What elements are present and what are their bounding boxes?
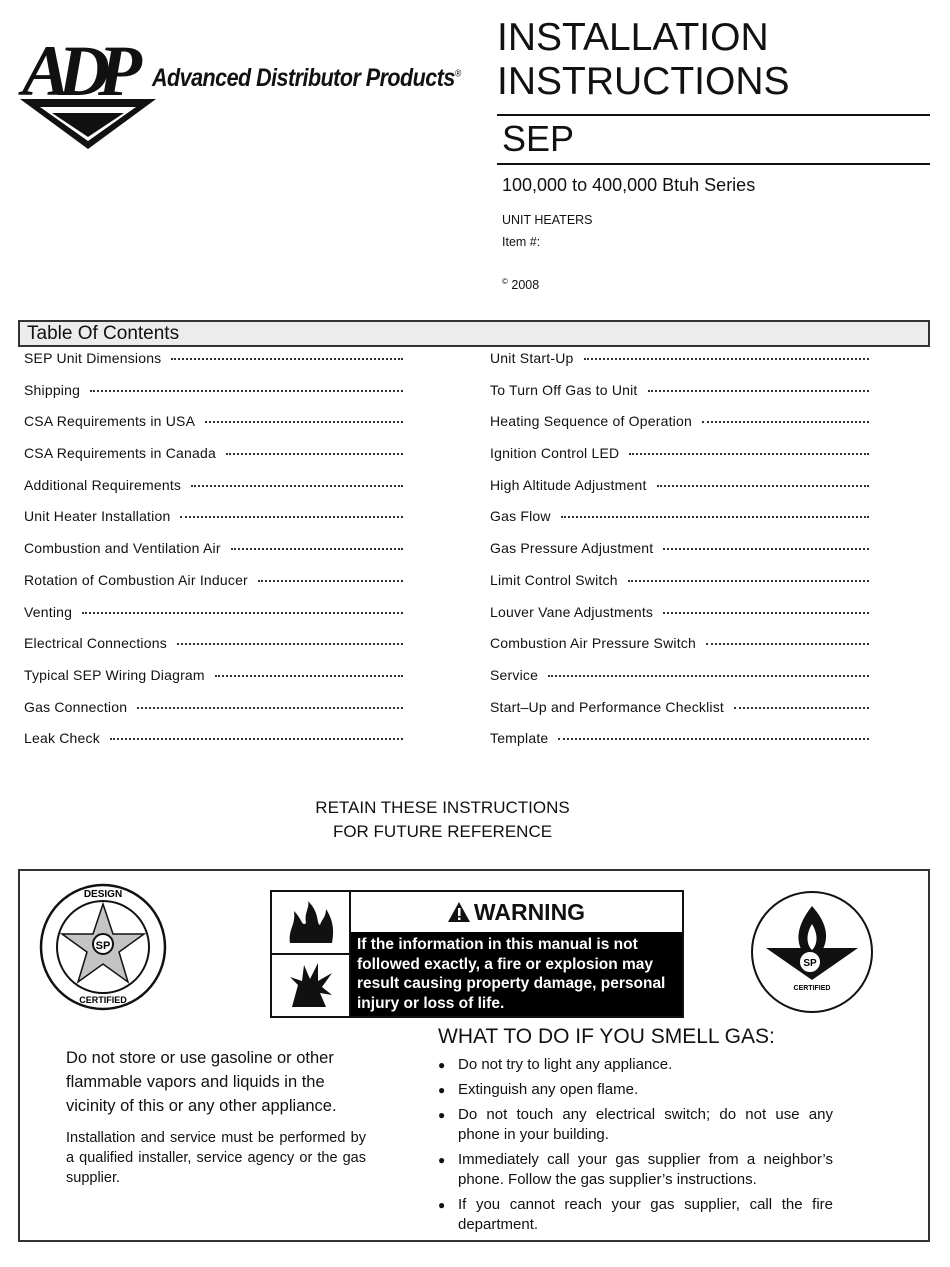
toc-item: Combustion Air Pressure Switch	[490, 635, 875, 667]
list-item: ● Immediately call your gas supplier from a neighbor’s phone. Follow the gas supplier’s instructions.	[438, 1150, 833, 1190]
svg-text:ADP: ADP	[22, 31, 130, 111]
retain-notice: RETAIN THESE INSTRUCTIONS FOR FUTURE REFERENCE	[315, 798, 570, 841]
toc-item: Gas Pressure Adjustment	[490, 540, 875, 572]
svg-text:SP: SP	[95, 940, 111, 952]
smell-gas-title: WHAT TO DO IF YOU SMELL GAS:	[438, 1025, 775, 1048]
toc-item: Leak Check	[24, 730, 409, 762]
smell-gas-list	[438, 1055, 833, 1240]
toc-item: Service	[490, 667, 875, 699]
company-name: Advanced Distributor Products®	[152, 64, 461, 92]
toc-item: Gas Connection	[24, 699, 409, 731]
storage-warning	[66, 1046, 366, 1188]
series-range: 100,000 to 400,000 Btuh Series	[502, 175, 756, 195]
registered-mark: ®	[454, 68, 461, 80]
toc-item: CSA Requirements in Canada	[24, 445, 409, 477]
warning-title: WARNING	[351, 892, 682, 932]
toc-item: CSA Requirements in USA	[24, 413, 409, 445]
explosion-icon	[272, 955, 349, 1016]
list-item: ● If you cannot reach your gas supplier, call the fire department.	[438, 1195, 833, 1235]
toc-item: Limit Control Switch	[490, 572, 875, 604]
toc-item: Rotation of Combustion Air Inducer	[24, 572, 409, 604]
installer-notice: Installation and service must be performed by a qualified installer, service agency or the gas supplier.	[66, 1130, 366, 1186]
design-certified-seal-icon	[38, 882, 168, 1012]
alert-triangle-icon	[448, 902, 470, 922]
series-divider	[497, 163, 930, 165]
toc-item: Electrical Connections	[24, 635, 409, 667]
list-item: ● Do not touch any electrical switch; do not use any phone in your building.	[438, 1105, 833, 1145]
document-title: INSTALLATION INSTRUCTIONS	[497, 16, 790, 103]
toc-item: Additional Requirements	[24, 477, 409, 509]
svg-text:CERTIFIED: CERTIFIED	[793, 985, 831, 992]
toc-left-column	[24, 350, 409, 762]
svg-text:DESIGN: DESIGN	[83, 889, 123, 900]
csa-certified-seal-icon	[748, 890, 876, 1014]
toc-item: SEP Unit Dimensions	[24, 350, 409, 382]
product-type: UNIT HEATERS	[502, 213, 593, 227]
fire-icon	[272, 892, 349, 955]
copyright: © 2008	[502, 277, 540, 293]
flammable-notice: Do not store or use gasoline or other flammable vapors and liquids in the vicinity of this or any other appliance.	[66, 1049, 337, 1115]
svg-text:CERTIFIED: CERTIFIED	[79, 995, 127, 1005]
toc-right-column	[490, 350, 875, 762]
warning-text: If the information in this manual is not followed exactly, a fire or explosion may result causing property damage, personal injury or loss of life.	[351, 932, 682, 1016]
toc-item: Template	[490, 730, 875, 762]
toc-item: High Altitude Adjustment	[490, 477, 875, 509]
toc-item: Unit Start-Up	[490, 350, 875, 382]
list-item: ● Do not try to light any appliance.	[438, 1055, 833, 1075]
toc-item: Louver Vane Adjustments	[490, 604, 875, 636]
title-divider	[497, 114, 930, 116]
toc-item: Heating Sequence of Operation	[490, 413, 875, 445]
toc-item: Gas Flow	[490, 508, 875, 540]
list-item: ● Extinguish any open flame.	[438, 1080, 833, 1100]
toc-item: Unit Heater Installation	[24, 508, 409, 540]
warning-panel	[270, 890, 684, 1018]
item-number-label: Item #:	[502, 235, 541, 249]
toc-item: Shipping	[24, 382, 409, 414]
toc-item: Start–Up and Performance Checklist	[490, 699, 875, 731]
toc-item: To Turn Off Gas to Unit	[490, 382, 875, 414]
toc-item: Combustion and Ventilation Air	[24, 540, 409, 572]
toc-heading: Table Of Contents	[18, 320, 930, 347]
toc-item: Ignition Control LED	[490, 445, 875, 477]
toc-item: Venting	[24, 604, 409, 636]
svg-text:SP: SP	[803, 958, 817, 969]
toc-item: Typical SEP Wiring Diagram	[24, 667, 409, 699]
series-name: SEP	[502, 118, 575, 159]
adp-logo	[18, 15, 158, 155]
